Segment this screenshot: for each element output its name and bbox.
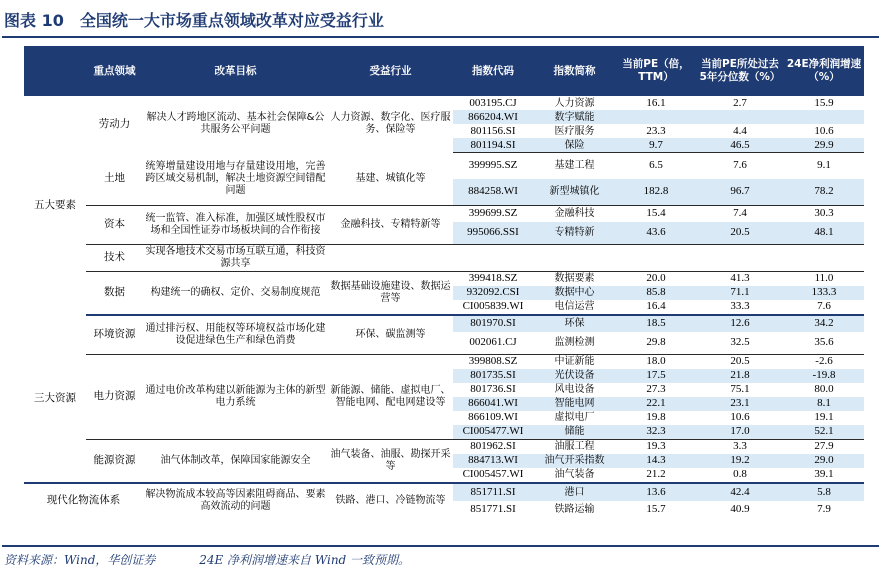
pe-value: 15.4 [646, 207, 666, 219]
target-cell: 油气体制改革，保障国家能源安全 [143, 439, 328, 483]
pe-percentile: 4.4 [733, 124, 747, 137]
table-row [24, 153, 864, 179]
pe-value: 19.8 [646, 411, 666, 423]
profit-growth: 39.1 [784, 468, 864, 483]
pe-percentile: 41.3 [730, 272, 750, 284]
pe-value: 15.7 [646, 502, 666, 515]
index-name: 金融科技 [554, 208, 595, 219]
industry-cell: 环保、碳监测等 [328, 315, 453, 355]
index-name: 光伏设备 [533, 369, 616, 383]
industry-cell [328, 244, 453, 271]
table-row [24, 205, 864, 222]
index-name: 中证新能 [554, 356, 595, 367]
pe-percentile: 7.4 [733, 207, 747, 219]
profit-growth: 27.9 [814, 440, 834, 452]
field-cell: 能源资源 [86, 439, 143, 483]
index-code: 801736.SI [470, 383, 516, 395]
table-row [24, 96, 864, 110]
category-cell: 五大要素 [34, 198, 76, 211]
profit-growth: 34.2 [784, 315, 864, 332]
header-row [24, 46, 864, 96]
target-cell: 通过电价改革构建以新能源为主体的新型电力系统 [143, 354, 328, 439]
index-code: CI005457.WI [453, 468, 533, 483]
pe-percentile: 10.6 [730, 411, 750, 423]
target-cell: 构建统一的确权、定价、交易制度规范 [143, 271, 328, 315]
figure-title: 图表 10 全国统一大市场重点领域改革对应受益行业 [4, 11, 384, 30]
pe-value: 6.5 [649, 159, 663, 172]
index-code: 884713.WI [453, 454, 533, 468]
pe-value: 29.8 [616, 332, 696, 355]
field-cell: 环境资源 [86, 315, 143, 355]
pe-percentile [696, 244, 784, 271]
table-row [24, 439, 864, 454]
field-cell: 土地 [86, 153, 143, 206]
pe-percentile: 71.1 [696, 286, 784, 300]
profit-growth [784, 110, 864, 124]
industry-cell: 金融科技、专精特新等 [328, 205, 453, 244]
index-name: 数字赋能 [533, 110, 616, 124]
pe-value: 27.3 [646, 383, 666, 395]
index-name: 数据要素 [554, 273, 595, 284]
profit-growth: 7.6 [784, 300, 864, 315]
index-code: 002061.CJ [453, 332, 533, 355]
target-cell: 解决物流成本较高等因素阻碍商品、要素高效流动的问题 [145, 488, 326, 512]
pe-value: 17.5 [616, 369, 696, 383]
index-name: 专精特新 [533, 222, 616, 245]
industry-cell: 数据基础设施建设、数据运营等 [328, 271, 453, 315]
target-cell: 解决人才跨地区流动、基本社会保障&公共服务公平问题 [146, 112, 325, 136]
pe-percentile: 12.6 [696, 315, 784, 332]
industry-cell: 铁路、港口、冷链物流等 [335, 494, 446, 506]
pe-value: 43.6 [616, 222, 696, 245]
header-industry: 受益行业 [328, 46, 453, 96]
pe-value: 14.3 [616, 454, 696, 468]
profit-growth: 11.0 [814, 272, 834, 284]
profit-growth: 35.6 [784, 332, 864, 355]
forecast-note: 24E 净利润增速来自 Wind 一致预期。 [199, 553, 411, 567]
pe-value: 23.3 [646, 124, 666, 137]
pe-value: 20.0 [646, 272, 666, 284]
index-code: CI005839.WI [453, 300, 533, 315]
header-growth: 24E净利润增速（%） [784, 46, 864, 96]
pe-value: 22.1 [616, 397, 696, 411]
category-cell: 现代化物流体系 [46, 494, 121, 506]
index-name: 医疗服务 [554, 125, 595, 137]
profit-growth: 10.6 [814, 124, 834, 137]
header-pe-pct: 当前PE所处过去5年分位数（%） [696, 46, 784, 96]
title-rule [2, 36, 879, 38]
pe-value: 21.2 [616, 468, 696, 483]
index-code: 801735.SI [453, 369, 533, 383]
pe-value [616, 244, 696, 271]
pe-value: 13.6 [616, 483, 696, 501]
header-name: 指数简称 [533, 46, 616, 96]
index-name: 虚拟电厂 [554, 412, 595, 423]
index-code: 866204.WI [453, 110, 533, 124]
table-row [24, 483, 864, 501]
industry-cell: 油气装备、油服、勘探开采等 [328, 439, 453, 483]
index-name: 储能 [533, 425, 616, 440]
pe-percentile: 96.7 [696, 179, 784, 205]
index-code: 399995.SZ [468, 159, 518, 172]
index-code: 801962.SI [470, 440, 516, 452]
profit-growth: 52.1 [784, 425, 864, 440]
pe-percentile: 46.5 [696, 138, 784, 153]
header-pe: 当前PE（倍，TTM） [616, 46, 696, 96]
header-code: 指数代码 [453, 46, 533, 96]
profit-growth: 80.0 [814, 383, 834, 395]
profit-growth: 133.3 [784, 286, 864, 300]
pe-percentile: 19.2 [696, 454, 784, 468]
table-row [24, 354, 864, 369]
header-target: 改革目标 [143, 46, 328, 96]
index-name: 智能电网 [533, 397, 616, 411]
profit-growth: 19.1 [814, 411, 834, 423]
target-cell: 统筹增量建设用地与存量建设用地，完善跨区域交易机制，解决土地资源空间错配问题 [143, 153, 328, 206]
industry-cell: 新能源、储能、虚拟电厂、智能电网、配电网建设等 [328, 354, 453, 439]
field-cell: 资本 [86, 205, 143, 244]
pe-value [616, 110, 696, 124]
index-code: 932092.CSI [453, 286, 533, 300]
index-code: 399699.SZ [468, 207, 518, 219]
profit-growth: 15.9 [814, 96, 834, 109]
industry-cell: 人力资源、数字化、医疗服务、保险等 [330, 112, 451, 136]
pe-percentile: 2.7 [733, 96, 747, 109]
bottom-rule [2, 545, 879, 547]
profit-growth: 48.1 [784, 222, 864, 245]
index-code: 399808.SZ [468, 355, 518, 367]
profit-growth: 29.9 [784, 138, 864, 153]
pe-value: 18.0 [646, 355, 666, 367]
pe-value: 9.7 [616, 138, 696, 153]
index-name: 港口 [533, 483, 616, 501]
index-name: 铁路运输 [554, 503, 595, 515]
pe-value: 18.5 [616, 315, 696, 332]
table-row [24, 244, 864, 271]
index-name: 保险 [533, 138, 616, 153]
pe-percentile: 42.4 [696, 483, 784, 501]
index-name: 监测检测 [533, 332, 616, 355]
index-code: 884258.WI [453, 179, 533, 205]
pe-percentile: 23.1 [696, 397, 784, 411]
target-cell: 通过排污权、用能权等环境权益市场化建设促进绿色生产和绿色消费 [143, 315, 328, 355]
index-code: 866041.WI [453, 397, 533, 411]
index-code: 801194.SI [453, 138, 533, 153]
pe-percentile [696, 110, 784, 124]
index-code: 995066.SSI [453, 222, 533, 245]
pe-value: 32.3 [616, 425, 696, 440]
profit-growth: 29.0 [784, 454, 864, 468]
index-name: 新型城镇化 [533, 179, 616, 205]
field-cell: 劳动力 [98, 117, 131, 130]
pe-value: 16.1 [646, 96, 666, 109]
index-name: 风电设备 [554, 384, 595, 395]
index-code [453, 244, 533, 271]
profit-growth: 5.8 [784, 483, 864, 501]
index-name: 人力资源 [554, 97, 595, 109]
pe-value: 19.3 [646, 440, 666, 452]
industry-cell: 基建、城镇化等 [328, 153, 453, 206]
table-row [24, 271, 864, 286]
pe-value: 85.8 [616, 286, 696, 300]
pe-percentile: 32.5 [696, 332, 784, 355]
index-code: 851711.SI [453, 483, 533, 501]
profit-growth: -2.6 [815, 355, 833, 367]
profit-growth: 9.1 [817, 159, 831, 172]
target-cell: 统一监管、准入标准，加强区域性股权市场和全国性证券市场板块间的合作衔接 [143, 205, 328, 244]
pe-percentile: 17.0 [696, 425, 784, 440]
category-cell: 三大资源 [24, 315, 86, 483]
pe-value: 182.8 [616, 179, 696, 205]
header-category [24, 46, 86, 96]
table-row [24, 315, 864, 332]
index-code: 851771.SI [470, 502, 516, 515]
index-name: 环保 [533, 315, 616, 332]
index-name: 基建工程 [554, 160, 595, 172]
index-code: 801970.SI [453, 315, 533, 332]
pe-percentile: 21.8 [696, 369, 784, 383]
index-name: 电信运营 [533, 300, 616, 315]
field-cell: 数据 [86, 271, 143, 315]
reform-industry-table [24, 46, 864, 518]
index-name: 油气装备 [533, 468, 616, 483]
index-name [533, 244, 616, 271]
pe-percentile: 0.8 [696, 468, 784, 483]
source-note: 资料来源：Wind，华创证券 [4, 553, 156, 567]
pe-percentile: 20.5 [696, 222, 784, 245]
index-code: CI005477.WI [453, 425, 533, 440]
profit-growth: 7.9 [817, 502, 831, 515]
profit-growth: 30.3 [814, 207, 834, 219]
index-code: 003195.CJ [469, 96, 517, 109]
pe-percentile: 20.5 [730, 355, 750, 367]
profit-growth [784, 244, 864, 271]
index-code: 399418.SZ [468, 272, 518, 284]
profit-growth: -19.8 [784, 369, 864, 383]
footer [4, 550, 877, 570]
index-name: 油气开采指数 [533, 454, 616, 468]
index-name: 油服工程 [554, 441, 595, 452]
profit-growth: 78.2 [784, 179, 864, 205]
index-name: 数据中心 [533, 286, 616, 300]
profit-growth: 8.1 [784, 397, 864, 411]
pe-percentile: 7.6 [733, 159, 747, 172]
target-cell: 实现各地技术交易市场互联互通，科技资源共享 [143, 244, 328, 271]
field-cell: 技术 [86, 244, 143, 271]
index-code: 866109.WI [468, 411, 518, 423]
pe-value: 16.4 [616, 300, 696, 315]
pe-percentile: 33.3 [696, 300, 784, 315]
pe-percentile: 75.1 [730, 383, 750, 395]
pe-percentile: 3.3 [733, 440, 747, 452]
field-cell: 电力资源 [86, 354, 143, 439]
index-code: 801156.SI [470, 124, 516, 137]
pe-percentile: 40.9 [730, 502, 750, 515]
header-field: 重点领域 [86, 46, 143, 96]
